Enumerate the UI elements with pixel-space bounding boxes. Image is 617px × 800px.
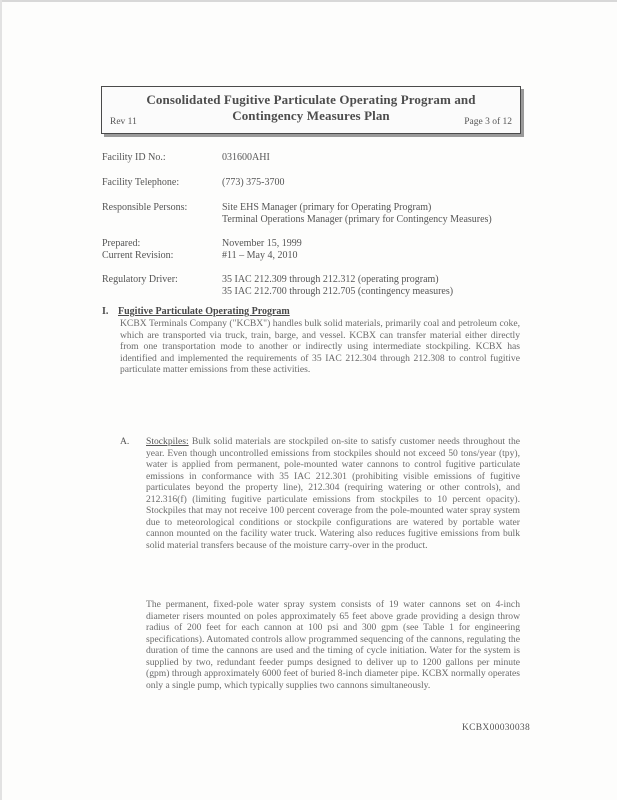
section-title: Fugitive Particulate Operating Program	[118, 306, 290, 317]
current-revision-label: Current Revision:	[102, 250, 174, 261]
stockpiles-title: Stockpiles:	[146, 436, 189, 447]
document-subtitle: Contingency Measures Plan	[232, 108, 390, 123]
responsible-persons-label: Responsible Persons:	[102, 202, 188, 213]
subsection-a-marker: A.	[120, 436, 130, 447]
facility-id-value: 031600AHI	[222, 152, 270, 163]
title-box	[101, 86, 521, 134]
facility-telephone-value: (773) 375-3700	[222, 177, 285, 188]
prepared-label: Prepared:	[102, 238, 141, 249]
section-number: I.	[102, 306, 109, 317]
current-revision-value: #11 – May 4, 2010	[222, 250, 298, 261]
stockpiles-paragraph	[146, 436, 520, 551]
responsible-persons-value-1: Site EHS Manager (primary for Operating Program)	[222, 202, 432, 213]
regulatory-driver-label: Regulatory Driver:	[102, 274, 178, 285]
facility-telephone-label: Facility Telephone:	[102, 177, 180, 188]
facility-id-label: Facility ID No.:	[102, 152, 166, 163]
section-heading	[102, 306, 290, 317]
regulatory-driver-value-2: 35 IAC 212.700 through 212.705 (contingency measures)	[222, 286, 454, 297]
intro-paragraph: KCBX Terminals Company ("KCBX") handles bulk solid materials, primarily coal and petroleum coke, which are transported via truck, train, barge, and vessel. KCBX can transfer material either directly from one transportation mode to another or indirectly using intermediate stockpiling. KCBX has identified and implemented the requirements of 35 IAC 212.304 through 212.308 to control fugitive particulate matter emissions from these activities.	[120, 318, 520, 375]
scan-edge	[0, 0, 2, 800]
prepared-value: November 15, 1999	[222, 238, 302, 249]
scan-edge	[0, 0, 617, 2]
revision-label: Rev 11	[110, 117, 137, 127]
document-title: Consolidated Fugitive Particulate Operating Program and	[146, 92, 476, 107]
water-spray-paragraph: The permanent, fixed-pole water spray system consists of 19 water cannons set on 4-inch diameter risers mounted on poles approximately 65 feet above grade providing a design throw radius of 200 feet for each cannon at 100 psi and 300 gpm (see Table 1 for engineering specifications). Automated controls allow programmed sequencing of the cannons, regulating the duration of time the cannons are used and the timing of cycle initiation. Water for the system is supplied by two, redundant feeder pumps designed to deliver up to 1200 gallons per minute (gpm) through approximately 6000 feet of buried 8-inch diameter pipe. KCBX normally operates only a single pump, which typically supplies two cannons simultaneously.	[146, 599, 520, 691]
responsible-persons-value-2: Terminal Operations Manager (primary for Contingency Measures)	[222, 214, 492, 225]
regulatory-driver-value-1: 35 IAC 212.309 through 212.312 (operating program)	[222, 274, 439, 285]
page-number: Page 3 of 12	[464, 117, 512, 127]
bates-number: KCBX00030038	[462, 723, 530, 733]
stockpiles-text: Bulk solid materials are stockpiled on-site to satisfy customer needs throughout the year. Even though uncontrolled emissions from stockpiles should not exceed 50 tons/year (tpy), water is applied from permanent, pole-mounted water cannons to control fugitive particulate emissions in conformance with 35 IAC 212.301 (prohibiting visible emissions of fugitive particulates beyond the property line), 212.304 (requiring watering or other controls), and 212.316(f) (limiting fugitive particulate emissions from stockpiles to 10 percent opacity). Stockpiles that may not receive 100 percent coverage from the pole-mounted water spray system due to meteorological conditions or stockpile configurations are watered by portable water cannon mounted on the facility water truck. Watering also reduces fugitive emissions from bulk solid material transfers because of the moisture carry-over in the product.	[146, 436, 520, 551]
